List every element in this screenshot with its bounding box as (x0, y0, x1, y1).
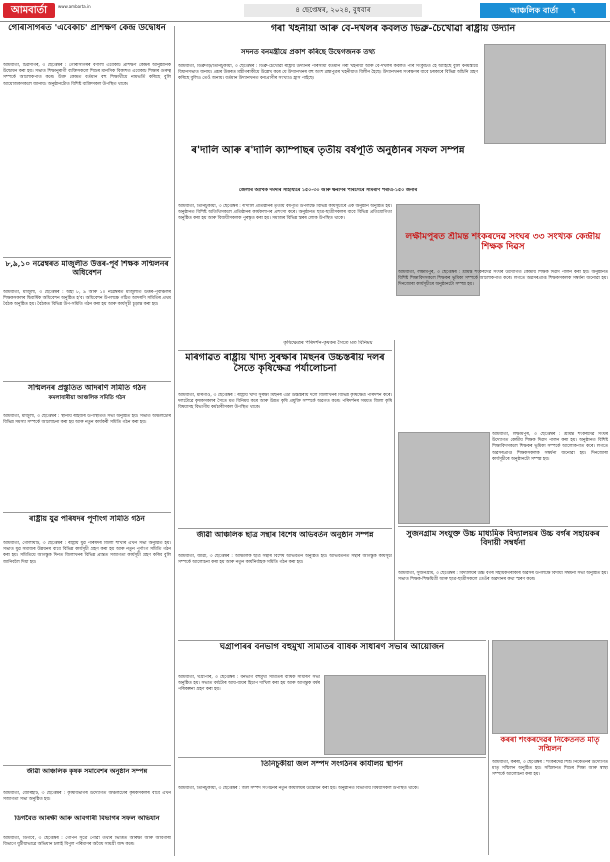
lead-photo (484, 44, 606, 144)
article-jamiat-headline-box (3, 384, 171, 412)
issue-date: ৪ ছেপ্তেম্বৰ, ২০২৪, বুধবাৰ (244, 4, 422, 17)
ghagrapar-headline-box (178, 643, 486, 673)
article-subhead: কমলাবাৰীয়া আঞ্চলিক সমিতি গঠন (48, 394, 126, 401)
logo-subtitle: www.ambarta.in (58, 4, 91, 9)
column-divider (488, 640, 489, 855)
article-headline: তিনিচুকীয়া জল সম্পদ সংগঠনৰ কাৰ্যালয় স্থাপন (261, 760, 403, 768)
article-divider (178, 528, 392, 529)
column-divider (174, 26, 175, 856)
article-body: আমবাৰ্তা, ঘগ্ৰাপাৰ, ৩ ছেপ্তেম্বৰ : বনভাগ বহুমুখী সমিতিৰ বাৰ্ষিক সাধাৰণ সভা অনুষ্ঠিত হয়। সভাত বৰ্ষটোৰ আয়-ব্যয়ৰ হিচাপ দাখিল কৰা হয় আৰু আগন্তুক বৰ্ষৰ পৰিকল্পনা গ্ৰহণ কৰা হয়। (178, 675, 320, 693)
article-body: আমবাৰ্তা, মৰিগাঁও, ৩ ছেপ্তেম্বৰ : ৰাষ্ট্ৰীয় খাদ্য সুৰক্ষা মিছনৰ এটা উচ্চস্তৰীয় দলে জিলাখনৰ বিভিন্ন কৃষিক্ষেত্ৰ পৰিদৰ্শন কৰে। দলটোৱে কৃষকসকলৰ সৈতে মত বিনিময় কৰে আৰু উন্নত কৃষি প্ৰযুক্তি সম্পৰ্কে অৱগত কৰে। পৰিদৰ্শনৰ সময়ত জিলা কৃষি বিষয়াসহ বিভাগীয় কৰ্মচাৰীসকল উপস্থিত থাকে। (178, 393, 392, 411)
article-headline: মৰিগাঁৱত ৰাষ্ট্ৰীয় খাদ্য সুৰক্ষাৰ মিছনৰ উচ্চস্তৰীয় দলৰ সৈতে কৃষিক্ষেত্ৰ পৰ্যালোচনা (185, 353, 385, 374)
article-divider (3, 257, 171, 258)
article-body-continued: আমবাৰ্তা, লক্ষীমপুৰ, ৩ ছেপ্তেম্বৰ : শ্ৰীমন্ত শংকৰদেৱ সংঘৰ উদ্যোগত কেন্দ্ৰীয় শিক্ষক দিৱস পালন কৰা হয়। অনুষ্ঠানত বিশিষ্ট শিক্ষাবিদসকলে শিক্ষকৰ ভূমিকা সম্পৰ্কে আলোকপাত কৰে। লগতে অৱসৰপ্ৰাপ্ত শিক্ষকসকলক সম্বৰ্ধনা জনোৱা হয়। দিনজোৰা কাৰ্যসূচীৰে অনুষ্ঠানটো সম্পন্ন হয়। (492, 432, 608, 462)
sankardev-photo (492, 640, 608, 734)
tinisukia-headline-box (178, 760, 486, 784)
page-number: ৭ (570, 6, 577, 15)
article-headline: ডিগবৈত আৰক্ষী আৰু আবগাৰী বিভাগৰ সফল অভিযান (14, 815, 160, 822)
article-body: আমবাৰ্তা, জোৰহাট, ৩ ছেপ্তেম্বৰ : কৃষিবিভাগৰ উদ্যোগত অঞ্চলটোৰ কৃষকসকলৰ বাবে এখন সজাগতা সভা অনুষ্ঠিত হয়। (3, 791, 171, 803)
article-subhead: জেলাৰ আৰ্থিক দমদীৰ সাহায্যৰে ১৫০-৩০ আৰু ক্ষৰণিৰ পৰিসেৰে সামৰণি পৰাএ-১৫০ জনাৰ (238, 188, 418, 193)
article-body: আমবাৰ্তা, তিনিচুকীয়া, ৩ ছেপ্তেম্বৰ : ৰ'দালি প্ৰতিষ্ঠানৰ তৃতীয় বৰ্ষপূৰ্তি উপলক্ষে বিভিন্ন কাৰ্যসূচীৰে এক অনুষ্ঠান অনুষ্ঠিত হয়। অনুষ্ঠানত বিশিষ্ট অতিথিসকলে প্ৰতিষ্ঠানৰ কাৰ্যকলাপৰ প্ৰশংসা কৰে। অনুষ্ঠানত ছাত্ৰ-ছাত্ৰীসকলৰ বাবে বিভিন্ন প্ৰতিযোগিতা অনুষ্ঠিত কৰা হয় আৰু বিজয়ীসকলক পুৰস্কৃত কৰা হয়। সমাজৰ বিভিন্ন স্তৰৰ লোক উপস্থিত থাকে। (178, 204, 392, 222)
article-subhead: সদনত বনমন্ত্ৰীয়ে প্ৰকাশ কৰিছে উদ্বেগজনক তথ্য (240, 48, 376, 56)
article-divider (3, 381, 171, 382)
sankardev-headline-box (492, 736, 608, 758)
article-headline: সুজনগ্ৰাম সংযুক্ত উচ্চ মাধ্যমিক বিদ্যালয়ৰ উচ্চ বৰ্গৰ সহায়কৰ বিদায়ী সম্বৰ্ধনা (406, 529, 600, 548)
article-headline: জীৱী আঞ্চলিক ছাত্ৰ সন্থাৰ বিশেষ অভিবৰ্তন অনুষ্ঠান সম্পন্ন (196, 531, 374, 539)
ambulance-headline-box (178, 145, 478, 189)
article-body: আমবাৰ্তা, গোলাঘাট, ৩ ছেপ্তেম্বৰ : ৰাষ্ট্ৰীয় যুৱ পৰিষদৰ জিলা শাখাৰ এখন সভা অনুষ্ঠিত হয়। সভাত যুৱ সমাজৰ উন্নয়নৰ বাবে বিভিন্ন কাৰ্যসূচী গ্ৰহণ কৰা হয় আৰু নতুন পূৰ্ণাংগ সমিতি গঠন কৰা হয়। সমিতিয়ে আগন্তুক দিনত জিলাখনৰ বিভিন্ন প্ৰান্তত সজাগতা কাৰ্যসূচী গ্ৰহণ কৰিব বুলি জানিবলৈ দিয়া হয়। (3, 541, 171, 565)
lakhimpur-headline-box (398, 232, 608, 268)
section-tab (480, 3, 606, 18)
article-headline: কৰৰা শংকৰদেৱৰ নিকেতনত মাতৃ সন্মিলন (500, 736, 600, 753)
article-body: আমবাৰ্তা, ডিগবৈ, ৩ ছেপ্তেম্বৰ : গোপন সূত্ৰে পোৱা তথ্যৰ ভিত্তিত আৰক্ষী আৰু আবগাৰী বিভাগে যুটীয়াভাৱে অভিযান চলাই বিপুল পৰিমাণৰ অবৈধ সামগ্ৰী জব্দ কৰে। (3, 836, 171, 848)
article-headline: গৌৰীসাগৰত 'এবেকাচ' প্ৰশিক্ষণ কেন্দ্ৰ উদ্বোধন (8, 24, 166, 33)
article-divider (178, 640, 486, 641)
article-divider (178, 350, 392, 351)
article-divider (398, 526, 608, 527)
article-body: আমবাৰ্তা, জীৱী, ৩ ছেপ্তেম্বৰ : আঞ্চলিক ছাত্ৰ সন্থাৰ বিশেষ অভিবৰ্তন অনুষ্ঠিত হয়। অভিবৰ্তনত সন্থাৰ আগন্তুক কাৰ্যসূচী সম্পৰ্কে আলোচনা কৰা হয় আৰু নতুন কাৰ্যনিৰ্বাহক সমিতি গঠন কৰা হয়। (178, 554, 392, 566)
pensioners-headline-box (398, 529, 608, 569)
article-body: আমবাৰ্তা, মাজুলী, ৩ ছেপ্তেম্বৰ : স্থানীয় ৰাইজৰ উপস্থিতিত সভা অনুষ্ঠিত হয়। সভাত অঞ্চলটোৰ বিভিন্ন সমস্যা সম্পৰ্কে আলোচনা কৰা হয় আৰু নতুন কাৰ্যকৰী সমিতি গঠন কৰা হয়। (3, 414, 171, 426)
section-name: আঞ্চলিক বাৰ্তা (509, 6, 559, 15)
article-digboi-headline-box (3, 815, 171, 835)
photo-caption: কৃষিক্ষেত্ৰৰ পৰিদৰ্শন-কৃষকৰ সৈতে মত বিনিময় (283, 340, 373, 346)
article-headline: ঘগ্ৰাপাৰৰ বনভাগ বহুমুখী সমিতিৰ বাৰ্ষিক সাধাৰণ সভাৰ আয়োজন (219, 643, 445, 652)
article-gauri-headline-box (3, 24, 171, 64)
article-body: আমবাৰ্তা, কৰৰা, ৩ ছেপ্তেম্বৰ : শংকৰদেৱ শিশু নিকেতনৰ উদ্যোগত মাতৃ সন্মিলন অনুষ্ঠিত হয়। সন্মিলনত শিশুৰ শিক্ষা আৰু স্বাস্থ্য সম্পৰ্কে আলোচনা কৰা হয়। (492, 760, 608, 778)
article-headline: ৰ'দালি আৰু ৰ'দালি ক্যাম্পাছৰ তৃতীয় বৰ্ষপূৰ্তি অনুষ্ঠানৰ সফল সম্পন্ন (191, 145, 465, 156)
food-headline-box (178, 353, 392, 391)
article-body: আমবাৰ্তা, সুজনগ্ৰাম, ৩ ছেপ্তেম্বৰ : বিদ্যালয়ৰ উচ্চ বৰ্গৰ সহায়কগৰাকীৰ অৱসৰ উপলক্ষে বিদায়ী সম্বৰ্ধনা সভা অনুষ্ঠিত হয়। সভাত শিক্ষক-শিক্ষয়িত্ৰী আৰু ছাত্ৰ-ছাত্ৰীসকলে তেওঁৰ অৱদানৰ কথা স্মৰণ কৰে। (398, 571, 608, 583)
masthead (0, 0, 610, 22)
article-headline: ৮,৯,১০ নৱেম্বৰত মাজুলীত উত্তৰ-পূৰ্ব শিক্ষক সন্মিলনৰ অধিবেশন (5, 260, 169, 277)
article-body: আমবাৰ্তা, ডিব্ৰুগড়/তিনিচুকীয়া, ৩ ছেপ্তেম্বৰ : ডিব্ৰু-চৈখোৱা ৰাষ্ট্ৰীয় উদ্যানৰ পৰিসীমা বৰ্তমান গৰা খহনীয়া আৰু বে-দখলৰ কবলত পৰি সংকুচিত হৈ আহিছে বুলি বনমন্ত্ৰীয়ে বিধানসভাত জনায়। প্ৰশ্নৰ উত্তৰত মন্ত্ৰীগৰাকীয়ে উল্লেখ কৰে যে উদ্যানখনৰ বহু অংশ ব্ৰহ্মপুত্ৰৰ খহনীয়াত বিলীন হৈছে। উদ্যানখনৰ সংৰক্ষণৰ বাবে চৰকাৰে বিভিন্ন আঁচনি গ্ৰহণ কৰিছে বুলিও তেওঁ জনায়। বৰ্তমান উদ্যানখনত বন্যপ্ৰাণীৰ সংখ্যাও হ্ৰাস পাইছে। (178, 64, 478, 82)
masthead-rule (0, 21, 610, 22)
lakhimpur-top-photo-strip (482, 142, 608, 154)
ambulance-subhead-box (178, 188, 478, 202)
article-body: আমবাৰ্তা, তিনিচুকীয়া, ৩ ছেপ্তেম্বৰ : জল সম্পদ সংগঠনৰ নতুন কাৰ্যালয়ৰ উদ্বোধন কৰা হয়। অনুষ্ঠানত বিভাগীয় বিষয়াসকল উপস্থিত থাকে। (178, 786, 419, 791)
lead-subhead-box (178, 48, 438, 62)
students-headline-box (178, 531, 392, 553)
article-headline: ৰাষ্ট্ৰীয় যুৱ পৰিষদৰ পূৰ্ণাংগ সমিতি গঠন (29, 515, 145, 523)
article-divider (178, 757, 486, 758)
article-body: আমবাৰ্তা, চিৱসাগৰ, ৩ ছেপ্তেম্বৰ : গৌৰীসাগৰৰ বৰ্ণালী এবেকাচ প্ৰশিক্ষণ কেন্দ্ৰৰ আনুষ্ঠানিক উদ্বোধন কৰা হয়। সভাত শিক্ষানুৰাগী ব্যক্তিসকলে শিশুৰ মানসিক বিকাশত এবেকাচ শিক্ষাৰ গুৰুত্ব সম্পৰ্কে আলোকপাত কৰে। উক্ত কেন্দ্ৰত বৰ্তমান বহু শিক্ষাৰ্থীয়ে নামভৰ্তি কৰিছে বুলি আয়োজকসকলে জানায়। অনুষ্ঠানটোত বিশিষ্ট ব্যক্তিসকল উপস্থিত থাকে। (3, 63, 171, 87)
newspaper-logo: আমবাৰ্তা (3, 3, 55, 18)
article-divider (3, 765, 171, 766)
lakhimpur-photo (398, 432, 490, 524)
article-national-headline-box (3, 515, 171, 539)
article-headline: জীৱী আঞ্চলিক কৃষক সমাবেশৰ অনুষ্ঠান সম্পন্ন (26, 768, 148, 775)
article-divider (3, 512, 171, 513)
ghagrapar-photo (324, 675, 486, 755)
article-bamboo-headline-box (3, 768, 171, 790)
article-body: আমবাৰ্তা, মাজুলী, ৩ ছেপ্তেম্বৰ : অহা ৮, ৯ আৰু ১০ নৱেম্বৰত মাজুলীত উত্তৰ-পূৰ্বাঞ্চলৰ শিক্ষকসকলৰ দ্বিবাৰ্ষিক অধিবেশন অনুষ্ঠিত হ'ব। অধিবেশন উপলক্ষে গঠিত আদৰণি সমিতিৰ প্ৰথম বৈঠক অনুষ্ঠিত হয়। বৈঠকত বিভিন্ন উপ-সমিতি গঠন কৰা হয় আৰু কাৰ্যসূচী চূড়ান্ত কৰা হয়। (3, 290, 171, 308)
column-divider (394, 340, 395, 640)
article-body: আমবাৰ্তা, লক্ষীমপুৰ, ৩ ছেপ্তেম্বৰ : শ্ৰীমন্ত শংকৰদেৱ সংঘৰ উদ্যোগত কেন্দ্ৰীয় শিক্ষক দিৱস পালন কৰা হয়। অনুষ্ঠানত বিশিষ্ট শিক্ষাবিদসকলে শিক্ষকৰ ভূমিকা সম্পৰ্কে আলোকপাত কৰে। লগতে অৱসৰপ্ৰাপ্ত শিক্ষকসকলক সম্বৰ্ধনা জনোৱা হয়। দিনজোৰা কাৰ্যসূচীৰে অনুষ্ঠানটো সম্পন্ন হয়। (398, 270, 608, 288)
article-teachers-headline-box (3, 260, 171, 288)
article-headline: সন্মিলনৰ প্ৰস্তুতিত আদৰণি সমিতি গঠন (28, 384, 146, 392)
article-headline: গৰা খহনীয়া আৰু বে-দখলৰ কবলত ভিব্ৰু-চৈখোৱা ৰাষ্ট্ৰীয় উদ্যান (270, 24, 516, 34)
article-headline: লক্ষীমপুৰত শ্ৰীমন্ত শংকৰদেৱ সংঘৰ ৩৩ সংখ্যক কেন্দ্ৰীয় শিক্ষক দিৱস (405, 232, 601, 253)
